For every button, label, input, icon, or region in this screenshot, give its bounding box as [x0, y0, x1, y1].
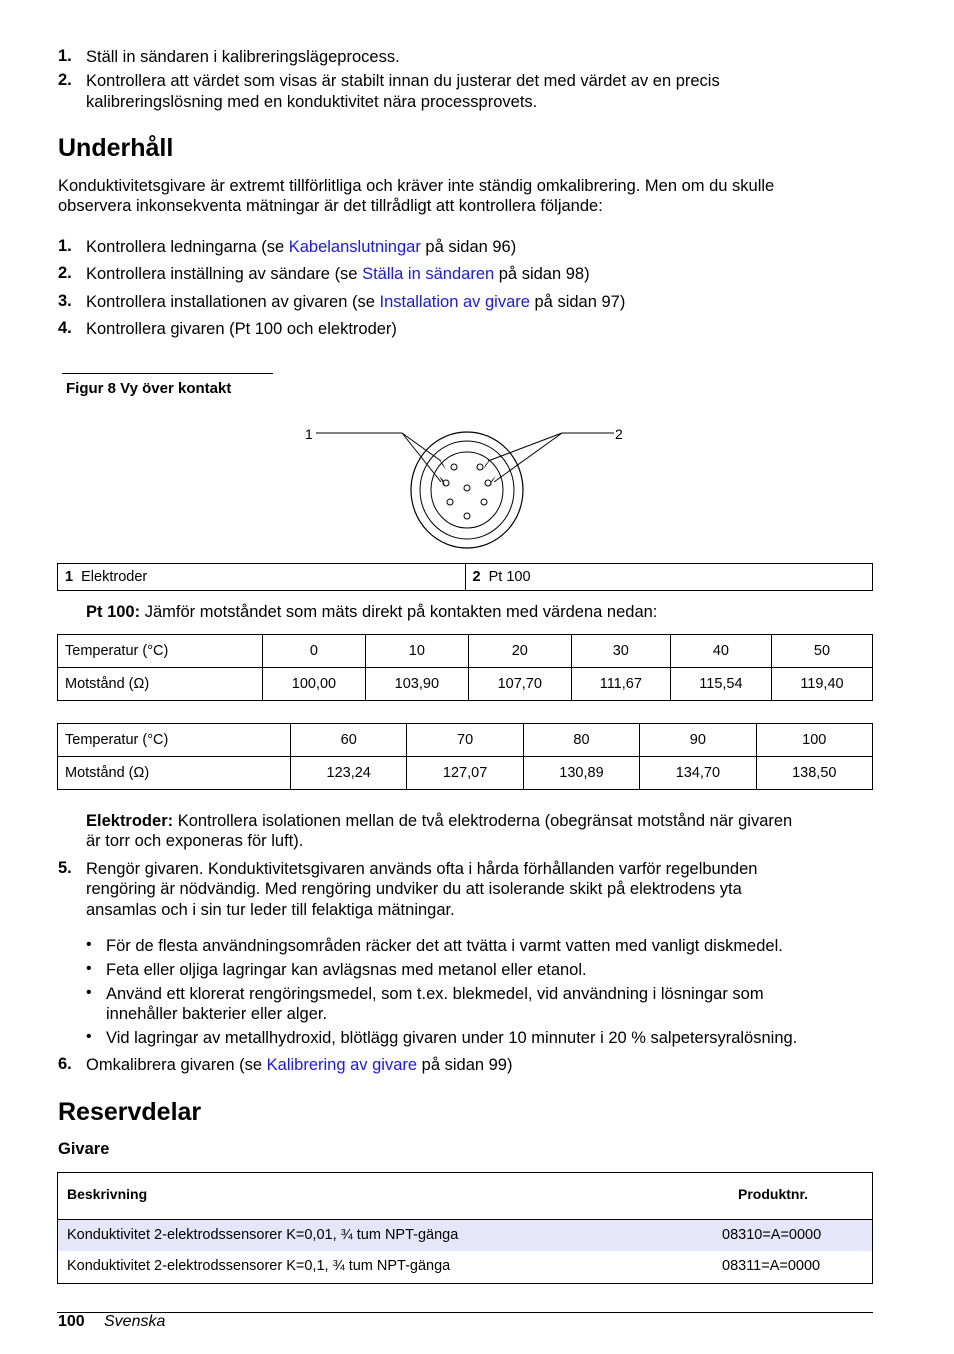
link-stalla-in-sandaren[interactable]: Ställa in sändaren — [362, 265, 495, 283]
electrodes-paragraph: Elektroder: Kontrollera isolationen mellan de två elektroderna (obegränsat motstånd när givaren — [86, 812, 793, 830]
bullet-text: För de flesta användningsområden räcker det att tvätta i varmt vatten med vanligt diskmedel. — [106, 937, 783, 955]
step-text: Kontrollera att värdet som visas är stabilt innan du justerar det med värdet av en precis — [86, 72, 720, 90]
maintenance-step: Kontrollera inställning av sändare (se Ställa in sändaren på sidan 98) — [86, 265, 590, 283]
step-text: kalibreringslösning med en konduktivitet nära processprovets. — [86, 93, 538, 111]
table-cell: 111,67 — [571, 668, 670, 701]
leader-line-2 — [494, 433, 562, 482]
arrowhead — [483, 460, 490, 470]
table-cell: 100 — [756, 724, 872, 757]
part-description: Konduktivitet 2-elektrodssensorer K=0,1, ¾ tum NPT-gänga — [67, 1258, 451, 1274]
maintenance-intro: Konduktivitetsgivare är extremt tillförlitliga och kräver inte ständig omkalibrering. Men om du skulle — [58, 177, 775, 195]
bullet-text: innehåller bakterier eller alger. — [106, 1005, 328, 1023]
maintenance-step: Kontrollera ledningarna (se Kabelanslutningar på sidan 96) — [86, 238, 517, 256]
table-cell: 130,89 — [523, 757, 639, 790]
table-row — [58, 1251, 872, 1282]
row-label: Temperatur (°C) — [58, 635, 263, 668]
step-number: 1. — [58, 47, 72, 65]
legend-item: 1 Elektroder — [58, 564, 466, 591]
table-cell: 20 — [468, 635, 571, 668]
section-heading-spare-parts: Reservdelar — [58, 1098, 202, 1126]
figure-legend — [57, 563, 873, 591]
table-cell: 123,24 — [291, 757, 407, 790]
legend-item: 2 Pt 100 — [465, 564, 873, 591]
step-text: Ställ in sändaren i kalibreringslägeprocess. — [86, 48, 400, 66]
step-text: ansamlas och i sin tur leder till felaktiga mätningar. — [86, 901, 455, 919]
pin — [451, 464, 457, 470]
part-description: Konduktivitet 2-elektrodssensorer K=0,01, ¾ tum NPT-gänga — [67, 1227, 459, 1243]
table-cell: 30 — [571, 635, 670, 668]
subheading-givare: Givare — [58, 1140, 110, 1158]
table-cell: 60 — [291, 724, 407, 757]
link-kalibrering-av-givare[interactable]: Kalibrering av givare — [266, 1056, 418, 1074]
pin — [464, 513, 470, 519]
step-number: 2. — [58, 71, 72, 89]
table-cell: 40 — [670, 635, 771, 668]
bullet: • — [86, 984, 92, 1001]
step-number: 3. — [58, 292, 72, 310]
table-cell: 138,50 — [756, 757, 872, 790]
table-cell: 115,54 — [670, 668, 771, 701]
pin — [464, 485, 470, 491]
pin — [485, 480, 491, 486]
table-row — [58, 757, 873, 790]
table-row — [58, 668, 873, 701]
pin — [477, 464, 483, 470]
pt100-paragraph: Pt 100: Jämför motståndet som mäts direkt på kontakten med värdena nedan: — [86, 603, 658, 621]
figure-caption: Figur 8 Vy över kontakt — [66, 380, 232, 397]
bullet-text: Använd ett klorerat rengöringsmedel, som t.ex. blekmedel, vid användning i lösningar som — [106, 985, 764, 1003]
step-text: rengöring är nödvändig. Med rengöring undviker du att isolerande skikt på elektrodens yta — [86, 880, 742, 898]
table-row — [58, 635, 873, 668]
table-cell: 10 — [365, 635, 468, 668]
step-number: 6. — [58, 1055, 72, 1073]
maintenance-step: Kontrollera givaren (Pt 100 och elektroder) — [86, 320, 397, 338]
table-cell: 90 — [640, 724, 756, 757]
bullet: • — [86, 1028, 92, 1045]
page-number: 100 — [58, 1313, 85, 1330]
connector-diagram — [300, 420, 640, 555]
maintenance-intro: observera inkonsekventa mätningar är det tillrådligt att kontrollera följande: — [58, 197, 603, 215]
table-cell: 0 — [263, 635, 366, 668]
leader-line-1 — [402, 433, 441, 482]
pt100-table-1 — [57, 634, 873, 701]
column-header: Produktnr. — [738, 1186, 809, 1202]
table-cell: 107,70 — [468, 668, 571, 701]
connector-outer-ring — [411, 432, 523, 548]
table-cell: 103,90 — [365, 668, 468, 701]
link-installation-av-givare[interactable]: Installation av givare — [379, 293, 530, 311]
callout-1: 1 — [305, 426, 313, 442]
step-number: 2. — [58, 264, 72, 282]
bullet: • — [86, 936, 92, 953]
table-row — [58, 1220, 872, 1251]
table-cell: 127,07 — [407, 757, 523, 790]
pin — [447, 499, 453, 505]
footer-language: Svenska — [104, 1313, 166, 1330]
spare-parts-table — [57, 1172, 873, 1284]
maintenance-step: Kontrollera installationen av givaren (se Installation av givare på sidan 97) — [86, 293, 626, 311]
callout-2: 2 — [615, 426, 623, 442]
leader-line-2 — [488, 433, 562, 461]
figure-rule — [62, 373, 273, 374]
row-label: Temperatur (°C) — [58, 724, 291, 757]
step-text: Omkalibrera givaren (se Kalibrering av givare på sidan 99) — [86, 1056, 513, 1074]
bullet: • — [86, 960, 92, 977]
table-cell: 70 — [407, 724, 523, 757]
link-kabelanslutningar[interactable]: Kabelanslutningar — [288, 238, 421, 256]
column-header: Beskrivning — [67, 1186, 148, 1202]
step-text: Rengör givaren. Konduktivitetsgivaren används ofta i hårda förhållanden varför regelbunden — [86, 860, 758, 878]
part-number: 08311=A=0000 — [722, 1258, 821, 1274]
step-number: 1. — [58, 237, 72, 255]
table-cell: 134,70 — [640, 757, 756, 790]
electrodes-paragraph: är torr och exponeras för luft). — [86, 832, 304, 850]
bullet-text: Feta eller oljiga lagringar kan avlägsnas med metanol eller etanol. — [106, 961, 587, 979]
pt100-table-2 — [57, 723, 873, 790]
step-number: 4. — [58, 319, 72, 337]
step-number: 5. — [58, 859, 72, 877]
section-heading-maintenance: Underhåll — [58, 134, 174, 162]
connector-inner-ring — [420, 441, 514, 539]
table-cell: 119,40 — [771, 668, 872, 701]
table-row — [58, 724, 873, 757]
bullet-text: Vid lagringar av metallhydroxid, blötlägg givaren under 10 minnuter i 20 % salpetersyralösning. — [106, 1029, 798, 1047]
pin — [481, 499, 487, 505]
row-label: Motstånd (Ω) — [58, 668, 263, 701]
table-header-row — [58, 1173, 872, 1220]
row-label: Motstånd (Ω) — [58, 757, 291, 790]
part-number: 08310=A=0000 — [722, 1227, 822, 1243]
footer-rule — [57, 1312, 873, 1313]
table-cell: 50 — [771, 635, 872, 668]
table-cell: 100,00 — [263, 668, 366, 701]
table-cell: 80 — [523, 724, 639, 757]
